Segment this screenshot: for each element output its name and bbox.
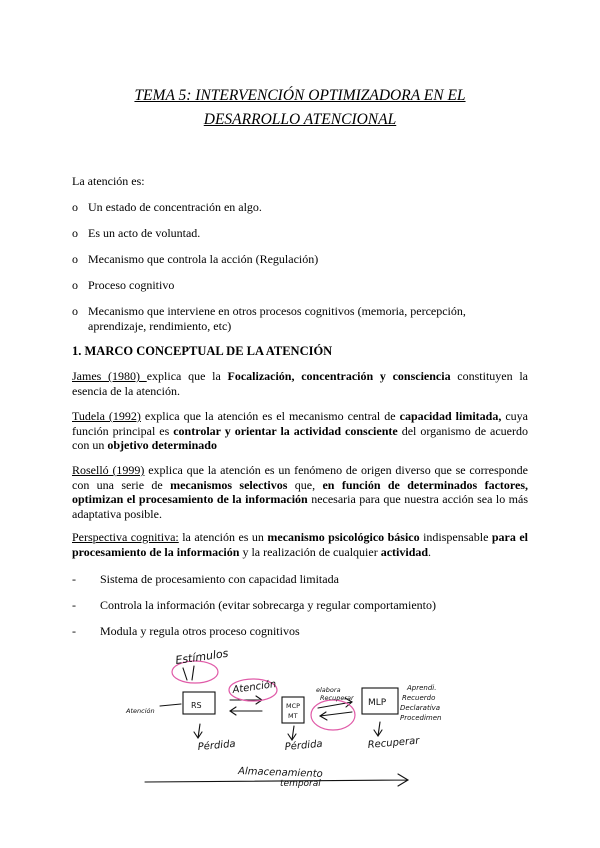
text-run: del organismo de acuerdo con un [72,423,529,452]
bold-run: objetivo determinado [107,438,217,452]
bullet-item: Es un acto de voluntad. [88,226,201,240]
handwritten-diagram [0,640,600,790]
bullet-mark: o [72,200,78,214]
bold-run: en función de determinados factores, optimizan el procesamiento de la información [72,477,528,506]
bold-run: Focalización, concentración y consciencia [227,369,451,383]
bullet-item: Mecanismo que controla la acción (Regulación) [88,252,319,266]
paragraph-cognitiva [72,530,528,559]
paragraph-tudela [72,409,528,453]
arrow-stimulus-1 [183,668,187,680]
paragraph-rosello [72,463,528,521]
text-run: la atención es un [178,530,268,544]
arrow-down-mlp [374,722,382,736]
bold-run: controlar y orientar la actividad consciente [173,423,398,438]
label-mlp: MLP [368,698,387,708]
bold-run: mecanismos selectivos [170,477,288,492]
text-run: cuya función principal es [72,409,528,438]
title-line-2: DESARROLLO ATENCIONAL [203,111,397,128]
arrow-down-rs [194,724,202,738]
text-run: que, [287,477,323,492]
text-run: necesaria para que nuestra acción sea lo más adaptativa posible. [72,492,528,521]
label-recuperar: Recuperar [367,735,420,751]
label-temporal: temporal [280,779,321,789]
author-citation: James (1980) [72,369,147,383]
document-title [72,84,528,132]
label-recuperar-top: Recuperar [320,694,354,702]
text-run: explica que la atención es un fenómeno de origen diverso que se corresponde con una serie de [72,463,528,492]
label-rs: RS [191,701,202,710]
text-run: explica que la [146,369,228,383]
arrow-mlp-mcp [320,712,352,720]
label-mcp: MCP [286,702,301,710]
dash-mark: - [72,572,76,586]
text-run: y la realización de cualquier [239,544,381,559]
arrow-stimulus-2 [192,666,194,680]
bold-run: actividad [380,544,429,559]
bullet-item: Un estado de concentración en algo. [88,200,262,214]
label-estimulos: Estímulos [174,646,230,667]
bullet-item: Mecanismo que interviene en otros procesos cognitivos (memoria, percepción, aprendizaje, rendimiento, etc) [88,304,466,333]
bold-run: mecanismo psicológico básico [267,530,420,544]
bullet-item: Proceso cognitivo [88,278,175,292]
label-almacenamiento: Almacenamiento [237,766,323,780]
label-list-item: Declarativa [400,704,441,712]
highlight-circle [311,700,355,730]
label-atencion-circle: Atención [231,678,277,696]
dash-item: Modula y regula otros proceso cognitivos [100,624,300,638]
text-run: . [428,544,432,559]
title-line-1: TEMA 5: INTERVENCIÓN OPTIMIZADORA EN EL [134,87,466,104]
author-citation: Roselló (1999) [72,463,145,477]
label-elabora: elabora [316,686,341,694]
arrow-atencion-rs [160,704,181,706]
label-underlined: Perspectiva cognitiva: [72,530,179,544]
bullet-mark: o [72,252,78,266]
bullet-mark: o [72,304,78,318]
bold-run: para el procesamiento de la información [72,530,528,559]
bold-run: capacidad limitada, [399,409,502,423]
section-heading: 1. MARCO CONCEPTUAL DE LA ATENCIÓN [72,344,333,358]
label-mt: MT [288,712,298,720]
dash-item: Sistema de procesamiento con capacidad limitada [100,572,339,586]
arrow-mcp-rs [230,707,262,715]
label-perdida-1: Pérdida [197,738,237,753]
label-perdida-2: Pérdida [284,738,324,753]
bullet-mark: o [72,226,78,240]
text-run: constituyen la esencia de la atención. [72,369,528,398]
bullet-mark: o [72,278,78,292]
label-list-item: Recuerdo [402,694,436,702]
text-run: indispensable [419,530,492,544]
author-citation: Tudela (1992) [72,409,141,423]
dash-item: Controla la información (evitar sobrecarga y regular comportamiento) [100,598,436,612]
label-atencion-left: Atención [126,707,155,715]
label-aprendi: Aprendi. [407,684,437,692]
dash-mark: - [72,598,76,612]
label-list-item: Procedimen [400,714,442,722]
dash-mark: - [72,624,76,638]
intro-text: La atención es: [72,174,145,188]
arrow-down-mcp [288,726,296,740]
text-run: explica que la atención es el mecanismo central de [140,409,400,423]
paragraph-james [72,369,528,398]
